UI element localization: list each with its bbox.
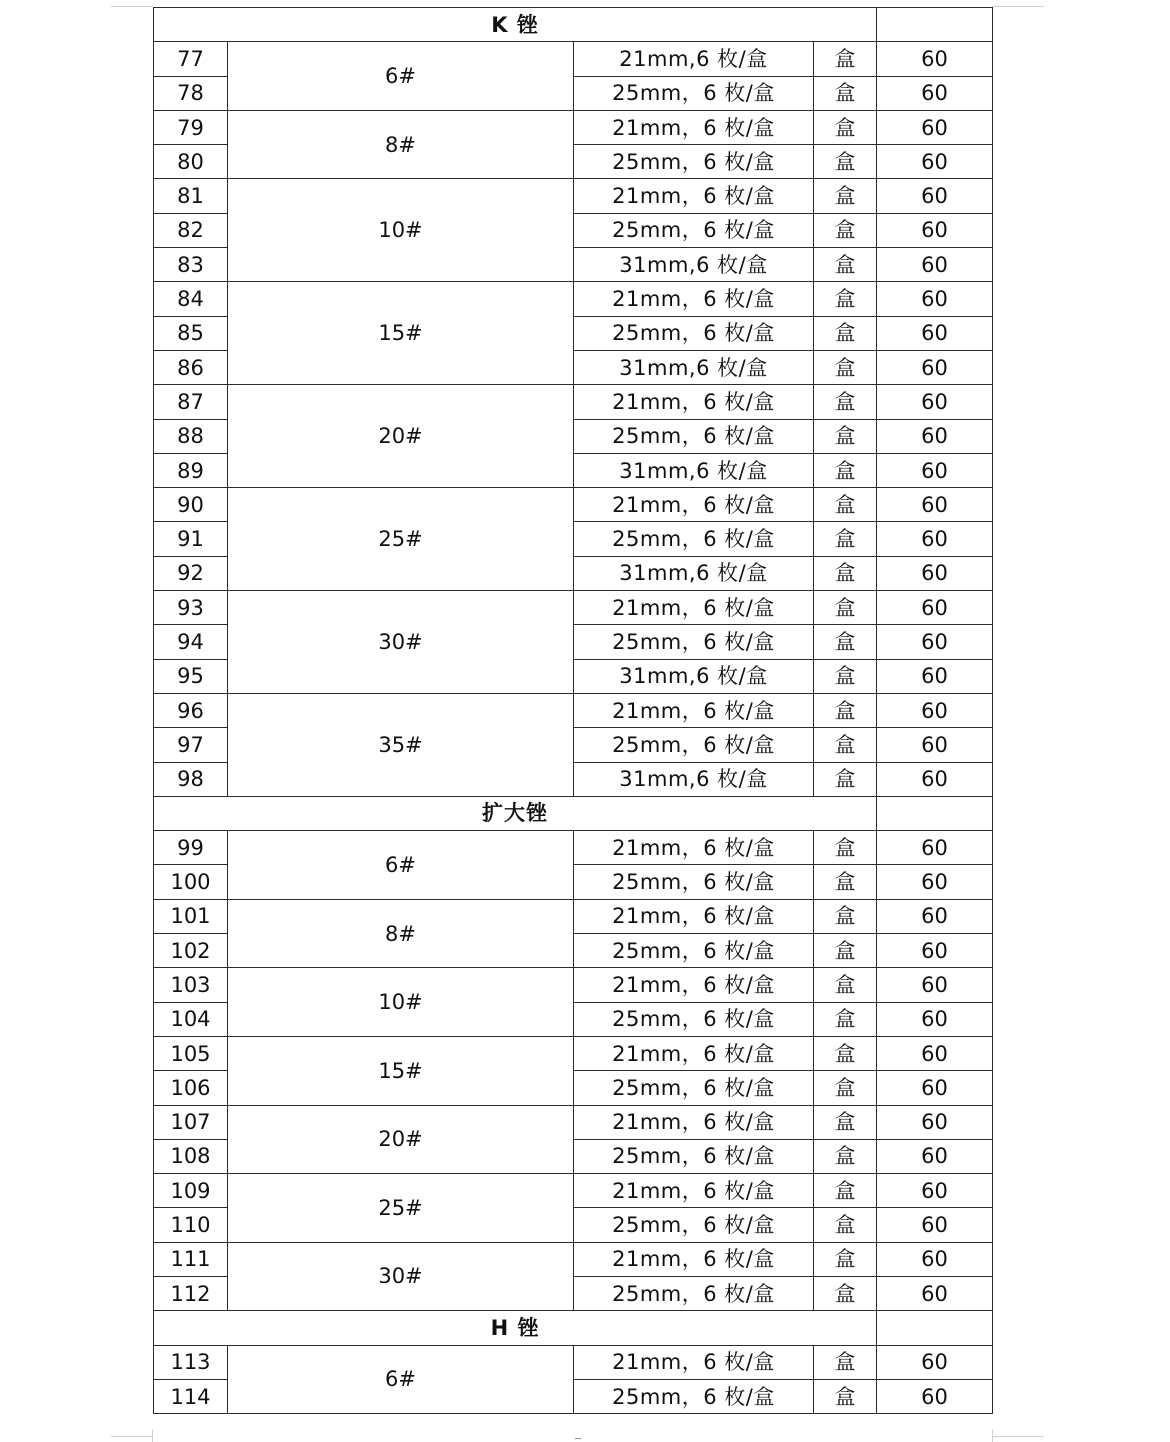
section-header-row [154,1311,993,1345]
spec-cell: 25mm，6 枚/盒 [574,1379,814,1413]
spec-cell: 25mm，6 枚/盒 [574,1139,814,1173]
price-cell: 60 [877,385,993,419]
unit-cell: 盒 [814,1345,877,1379]
section-title: 扩大锉 [154,796,877,830]
spec-cell: 21mm，6 枚/盒 [574,968,814,1002]
unit-cell: 盒 [814,145,877,179]
price-cell: 60 [877,1345,993,1379]
price-cell: 60 [877,419,993,453]
price-cell: 60 [877,831,993,865]
page-corner-mark [992,6,1044,7]
section-title: H 锉 [154,1311,877,1345]
section-header-empty-cell [877,1311,993,1345]
unit-cell: 盒 [814,762,877,796]
page-corner-mark [992,1430,993,1442]
file-size-cell: 30# [228,591,574,694]
spec-cell: 21mm，6 枚/盒 [574,591,814,625]
unit-cell: 盒 [814,282,877,316]
spec-cell: 25mm，6 枚/盒 [574,934,814,968]
item-number-cell: 106 [154,1071,228,1105]
table-row [154,899,993,933]
price-cell: 60 [877,1276,993,1310]
unit-cell: 盒 [814,350,877,384]
page-corner-mark [992,1436,1044,1437]
section-header-row [154,8,993,42]
spec-cell: 25mm，6 枚/盒 [574,1071,814,1105]
unit-cell: 盒 [814,899,877,933]
item-number-cell: 95 [154,659,228,693]
price-cell: 60 [877,693,993,727]
unit-cell: 盒 [814,1242,877,1276]
section-header-empty-cell [877,8,993,42]
file-size-cell: 30# [228,1242,574,1311]
item-number-cell: 89 [154,453,228,487]
item-number-cell: 91 [154,522,228,556]
price-cell: 60 [877,762,993,796]
unit-cell: 盒 [814,488,877,522]
table-row [154,488,993,522]
section-header-empty-cell [877,796,993,830]
spec-cell: 25mm，6 枚/盒 [574,625,814,659]
spec-cell: 25mm，6 枚/盒 [574,316,814,350]
spec-cell: 21mm，6 枚/盒 [574,693,814,727]
unit-cell: 盒 [814,1002,877,1036]
item-number-cell: 92 [154,556,228,590]
price-cell: 60 [877,1002,993,1036]
item-number-cell: 97 [154,728,228,762]
table-row [154,1345,993,1379]
file-size-cell: 20# [228,1105,574,1174]
unit-cell: 盒 [814,522,877,556]
spec-cell: 21mm，6 枚/盒 [574,110,814,144]
file-size-cell: 6# [228,831,574,900]
price-cell: 60 [877,522,993,556]
file-size-cell: 15# [228,1036,574,1105]
item-number-cell: 79 [154,110,228,144]
section-title: K 锉 [154,8,877,42]
price-cell: 60 [877,865,993,899]
page-corner-mark [152,1430,153,1442]
item-number-cell: 113 [154,1345,228,1379]
item-number-cell: 102 [154,934,228,968]
table-row [154,1036,993,1070]
price-cell: 60 [877,591,993,625]
unit-cell: 盒 [814,1139,877,1173]
price-cell: 60 [877,1139,993,1173]
item-number-cell: 99 [154,831,228,865]
file-size-cell: 10# [228,968,574,1037]
item-number-cell: 103 [154,968,228,1002]
price-cell: 60 [877,282,993,316]
spec-cell: 25mm，6 枚/盒 [574,1208,814,1242]
spec-cell: 25mm，6 枚/盒 [574,728,814,762]
price-cell: 60 [877,625,993,659]
item-number-cell: 84 [154,282,228,316]
unit-cell: 盒 [814,419,877,453]
item-number-cell: 110 [154,1208,228,1242]
price-cell: 60 [877,968,993,1002]
file-size-cell: 25# [228,488,574,591]
spec-cell: 25mm，6 枚/盒 [574,419,814,453]
price-cell: 60 [877,659,993,693]
spec-cell: 25mm，6 枚/盒 [574,213,814,247]
item-number-cell: 104 [154,1002,228,1036]
item-number-cell: 80 [154,145,228,179]
file-size-cell: 10# [228,179,574,282]
item-number-cell: 87 [154,385,228,419]
unit-cell: 盒 [814,693,877,727]
file-size-cell: 8# [228,899,574,968]
table-row [154,385,993,419]
price-cell: 60 [877,110,993,144]
price-cell: 60 [877,179,993,213]
spec-cell: 31mm,6 枚/盒 [574,350,814,384]
price-cell: 60 [877,1208,993,1242]
price-cell: 60 [877,316,993,350]
price-cell: 60 [877,1379,993,1413]
price-cell: 60 [877,248,993,282]
spec-cell: 31mm,6 枚/盒 [574,659,814,693]
table-row [154,693,993,727]
price-cell: 60 [877,1174,993,1208]
table-row [154,1174,993,1208]
unit-cell: 盒 [814,76,877,110]
price-table [153,7,993,1414]
item-number-cell: 107 [154,1105,228,1139]
spec-cell: 21mm，6 枚/盒 [574,1036,814,1070]
spec-cell: 31mm,6 枚/盒 [574,556,814,590]
unit-cell: 盒 [814,934,877,968]
price-cell: 60 [877,488,993,522]
price-cell: 60 [877,213,993,247]
unit-cell: 盒 [814,728,877,762]
table-row [154,1105,993,1139]
spec-cell: 21mm，6 枚/盒 [574,385,814,419]
item-number-cell: 90 [154,488,228,522]
file-size-cell: 15# [228,282,574,385]
table-row [154,179,993,213]
unit-cell: 盒 [814,42,877,76]
unit-cell: 盒 [814,831,877,865]
unit-cell: 盒 [814,110,877,144]
item-number-cell: 78 [154,76,228,110]
unit-cell: 盒 [814,179,877,213]
price-cell: 60 [877,145,993,179]
item-number-cell: 93 [154,591,228,625]
spec-cell: 21mm，6 枚/盒 [574,1345,814,1379]
table-row [154,42,993,76]
file-size-cell: 35# [228,693,574,796]
unit-cell: 盒 [814,1071,877,1105]
unit-cell: 盒 [814,1379,877,1413]
price-cell: 60 [877,1242,993,1276]
item-number-cell: 86 [154,350,228,384]
file-size-cell: 20# [228,385,574,488]
unit-cell: 盒 [814,385,877,419]
file-size-cell: 6# [228,42,574,111]
table-row [154,591,993,625]
price-cell: 60 [877,76,993,110]
table-row [154,1242,993,1276]
table-row [154,968,993,1002]
price-cell: 60 [877,1036,993,1070]
spec-cell: 25mm，6 枚/盒 [574,145,814,179]
item-number-cell: 77 [154,42,228,76]
spec-cell: 25mm，6 枚/盒 [574,1002,814,1036]
unit-cell: 盒 [814,1105,877,1139]
unit-cell: 盒 [814,1208,877,1242]
spec-cell: 25mm，6 枚/盒 [574,865,814,899]
file-size-cell: 25# [228,1174,574,1243]
spec-cell: 21mm，6 枚/盒 [574,1105,814,1139]
item-number-cell: 94 [154,625,228,659]
spec-cell: 21mm，6 枚/盒 [574,488,814,522]
spec-cell: 21mm，6 枚/盒 [574,1174,814,1208]
item-number-cell: 101 [154,899,228,933]
table-row [154,110,993,144]
item-number-cell: 83 [154,248,228,282]
unit-cell: 盒 [814,213,877,247]
price-cell: 60 [877,556,993,590]
price-cell: 60 [877,1105,993,1139]
price-cell: 60 [877,42,993,76]
spec-cell: 25mm，6 枚/盒 [574,76,814,110]
unit-cell: 盒 [814,248,877,282]
item-number-cell: 85 [154,316,228,350]
spec-cell: 31mm,6 枚/盒 [574,762,814,796]
price-cell: 60 [877,453,993,487]
unit-cell: 盒 [814,1036,877,1070]
unit-cell: 盒 [814,865,877,899]
spec-cell: 21mm，6 枚/盒 [574,899,814,933]
unit-cell: 盒 [814,453,877,487]
unit-cell: 盒 [814,316,877,350]
price-cell: 60 [877,350,993,384]
table-row [154,282,993,316]
item-number-cell: 114 [154,1379,228,1413]
item-number-cell: 82 [154,213,228,247]
page-corner-mark [111,1436,153,1437]
spec-cell: 25mm，6 枚/盒 [574,1276,814,1310]
item-number-cell: 109 [154,1174,228,1208]
item-number-cell: 105 [154,1036,228,1070]
item-number-cell: 96 [154,693,228,727]
item-number-cell: 108 [154,1139,228,1173]
file-size-cell: 6# [228,1345,574,1414]
table-row [154,831,993,865]
item-number-cell: 88 [154,419,228,453]
spec-cell: 31mm,6 枚/盒 [574,453,814,487]
unit-cell: 盒 [814,556,877,590]
unit-cell: 盒 [814,659,877,693]
price-cell: 60 [877,899,993,933]
spec-cell: 21mm，6 枚/盒 [574,1242,814,1276]
item-number-cell: 112 [154,1276,228,1310]
file-size-cell: 8# [228,110,574,179]
spec-cell: 21mm，6 枚/盒 [574,179,814,213]
price-cell: 60 [877,728,993,762]
page-bottom-mark [575,1438,581,1439]
spec-cell: 25mm，6 枚/盒 [574,522,814,556]
unit-cell: 盒 [814,968,877,1002]
section-header-row [154,796,993,830]
unit-cell: 盒 [814,591,877,625]
price-cell: 60 [877,1071,993,1105]
item-number-cell: 111 [154,1242,228,1276]
unit-cell: 盒 [814,1276,877,1310]
unit-cell: 盒 [814,625,877,659]
table-body [154,8,993,1414]
price-cell: 60 [877,934,993,968]
unit-cell: 盒 [814,1174,877,1208]
item-number-cell: 98 [154,762,228,796]
spec-cell: 21mm,6 枚/盒 [574,42,814,76]
spec-cell: 21mm，6 枚/盒 [574,282,814,316]
spec-cell: 31mm,6 枚/盒 [574,248,814,282]
page-corner-mark [111,6,153,7]
item-number-cell: 100 [154,865,228,899]
spec-cell: 21mm，6 枚/盒 [574,831,814,865]
item-number-cell: 81 [154,179,228,213]
